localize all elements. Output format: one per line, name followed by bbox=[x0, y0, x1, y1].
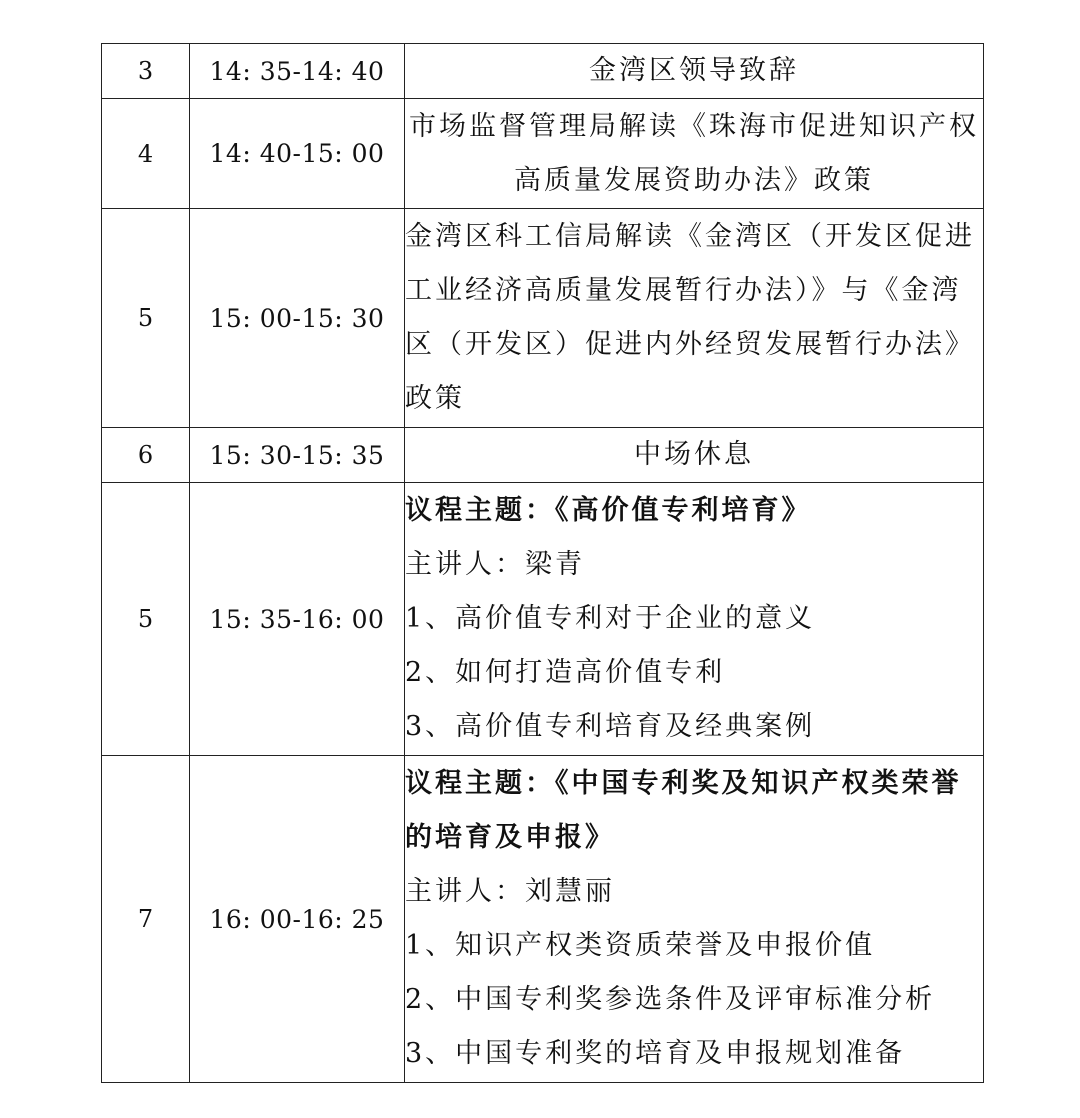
table-row bbox=[102, 756, 984, 1083]
row-content bbox=[405, 756, 984, 1083]
speaker-line: 主讲人：梁青 bbox=[405, 549, 585, 580]
row-content bbox=[405, 99, 984, 209]
row-number: 5 bbox=[102, 209, 190, 428]
content-line: 区（开发区）促进内外经贸发展暂行办法》 bbox=[405, 329, 975, 360]
content-line: 市场监督管理局解读《珠海市促进知识产权 bbox=[409, 110, 979, 142]
content-line: 1、高价值专利对于企业的意义 bbox=[405, 603, 816, 634]
table-row bbox=[102, 209, 984, 428]
row-time: 15: 35-16: 00 bbox=[190, 483, 405, 756]
agenda-topic: 议程主题：《高价值专利培育》 bbox=[405, 495, 812, 526]
table-row bbox=[102, 428, 984, 483]
row-content bbox=[405, 483, 984, 756]
table-row bbox=[102, 44, 984, 99]
row-time: 14: 40-15: 00 bbox=[190, 99, 405, 209]
content-line: 3、高价值专利培育及经典案例 bbox=[405, 711, 816, 742]
row-content bbox=[405, 428, 984, 483]
row-content bbox=[405, 209, 984, 428]
content-line: 金湾区领导致辞 bbox=[589, 55, 799, 86]
content-line: 2、如何打造高价值专利 bbox=[405, 657, 726, 688]
content-line: 中场休息 bbox=[634, 439, 754, 470]
row-time: 14: 35-14: 40 bbox=[190, 44, 405, 99]
table-row bbox=[102, 99, 984, 209]
row-number: 5 bbox=[102, 483, 190, 756]
agenda-table bbox=[101, 43, 984, 1083]
content-line: 金湾区科工信局解读《金湾区（开发区促进 bbox=[405, 221, 975, 252]
content-line: 高质量发展资助办法》政策 bbox=[514, 164, 874, 196]
row-number: 4 bbox=[102, 99, 190, 209]
row-time: 15: 30-15: 35 bbox=[190, 428, 405, 483]
table-row bbox=[102, 483, 984, 756]
row-content bbox=[405, 44, 984, 99]
agenda-topic: 的培育及申报》 bbox=[405, 822, 615, 853]
agenda-topic: 议程主题：《中国专利奖及知识产权类荣誉 bbox=[405, 768, 962, 799]
row-number: 3 bbox=[102, 44, 190, 99]
content-line: 2、中国专利奖参选条件及评审标准分析 bbox=[405, 984, 936, 1015]
row-time: 15: 00-15: 30 bbox=[190, 209, 405, 428]
content-line: 工业经济高质量发展暂行办法）》与《金湾 bbox=[405, 275, 962, 306]
speaker-line: 主讲人：刘慧丽 bbox=[405, 876, 615, 907]
content-line: 1、知识产权类资质荣誉及申报价值 bbox=[405, 930, 876, 961]
row-number: 6 bbox=[102, 428, 190, 483]
content-line: 政策 bbox=[405, 383, 465, 414]
content-line: 3、中国专利奖的培育及申报规划准备 bbox=[405, 1038, 906, 1069]
row-time: 16: 00-16: 25 bbox=[190, 756, 405, 1083]
row-number: 7 bbox=[102, 756, 190, 1083]
